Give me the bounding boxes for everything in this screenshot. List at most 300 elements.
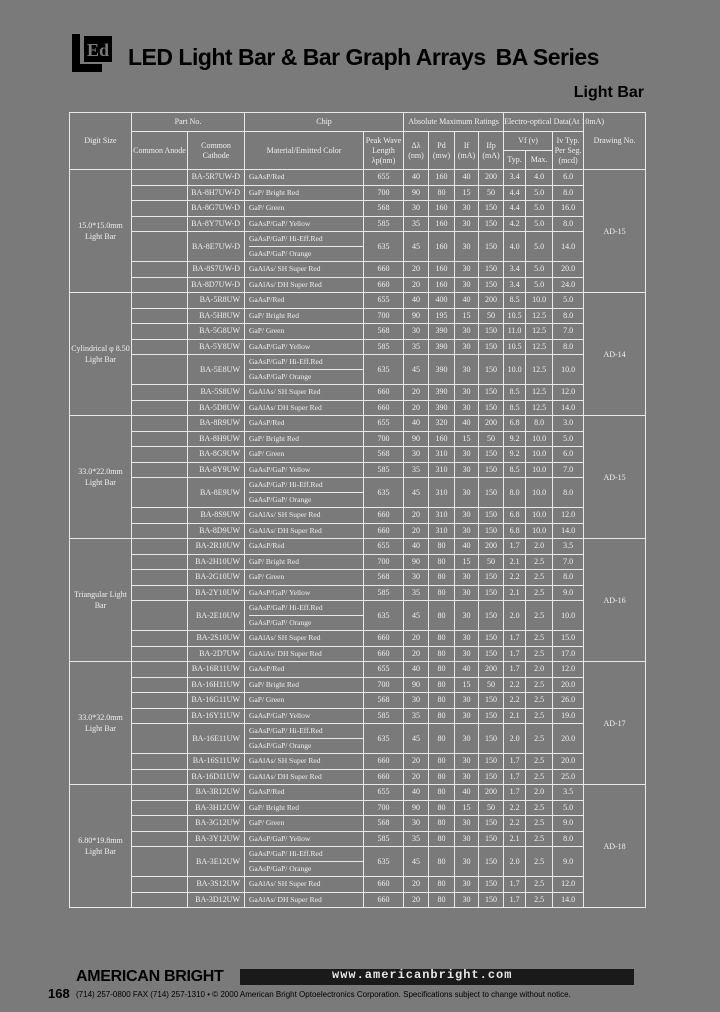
peak-cell: 660 bbox=[364, 769, 404, 785]
ifp-cell: 50 bbox=[479, 677, 504, 693]
pd-cell: 80 bbox=[429, 831, 455, 847]
material-text: GaAsP/Red bbox=[249, 172, 285, 182]
iv-cell: 9.0 bbox=[553, 585, 584, 601]
common-anode-cell bbox=[132, 462, 188, 478]
page-title bbox=[128, 44, 599, 71]
dl-cell: 35 bbox=[404, 339, 429, 355]
peak-cell: 660 bbox=[364, 631, 404, 647]
table-row bbox=[70, 355, 646, 385]
drawing-no-cell: AD-18 bbox=[584, 785, 646, 908]
iv-cell: 26.0 bbox=[553, 693, 584, 709]
pd-cell: 80 bbox=[429, 631, 455, 647]
material-cell bbox=[245, 462, 364, 478]
dl-cell: 20 bbox=[404, 769, 429, 785]
part-number-cell: BA-3Y12UW bbox=[188, 831, 245, 847]
material-cell bbox=[245, 554, 364, 570]
typ-cell: 3.4 bbox=[504, 277, 526, 293]
typ-cell: 2.2 bbox=[504, 693, 526, 709]
material-cell bbox=[245, 877, 364, 893]
peak-cell: 585 bbox=[364, 462, 404, 478]
material-text: GaAsP/GaP/ Hi-Eff.Red bbox=[249, 357, 323, 366]
header-drawing: Drawing No. bbox=[584, 113, 646, 170]
iv-cell: 6.0 bbox=[553, 447, 584, 463]
table-row bbox=[70, 293, 646, 309]
max-cell: 10.0 bbox=[526, 447, 553, 463]
part-number-cell: BA-5Y8UW bbox=[188, 339, 245, 355]
max-cell: 5.0 bbox=[526, 216, 553, 232]
max-cell: 2.5 bbox=[526, 831, 553, 847]
table-row bbox=[70, 462, 646, 478]
ifp-cell: 150 bbox=[479, 831, 504, 847]
ifp-cell: 50 bbox=[479, 308, 504, 324]
table-row bbox=[70, 185, 646, 201]
ifp-cell: 150 bbox=[479, 754, 504, 770]
dl-cell: 45 bbox=[404, 601, 429, 631]
table-row bbox=[70, 170, 646, 186]
if-cell: 30 bbox=[455, 708, 479, 724]
part-number-cell: BA-3S12UW bbox=[188, 877, 245, 893]
part-number-cell: BA-3G12UW bbox=[188, 816, 245, 832]
max-cell: 2.0 bbox=[526, 539, 553, 555]
material-text: GaAsP/GaP/ Yellow bbox=[249, 710, 311, 720]
part-number-cell: BA-8D9UW bbox=[188, 523, 245, 539]
pd-cell: 80 bbox=[429, 785, 455, 801]
material-text: GaP/ Green bbox=[249, 818, 285, 828]
part-number-cell: BA-5D8UW bbox=[188, 400, 245, 416]
dl-cell: 20 bbox=[404, 262, 429, 278]
common-anode-cell bbox=[132, 769, 188, 785]
pd-cell: 195 bbox=[429, 308, 455, 324]
material-text: GaP/ Green bbox=[249, 326, 285, 336]
dl-cell: 20 bbox=[404, 277, 429, 293]
max-cell: 2.0 bbox=[526, 662, 553, 678]
max-cell: 2.5 bbox=[526, 554, 553, 570]
material-text: GaAsP/GaP/ Orange bbox=[249, 246, 363, 261]
typ-cell: 1.7 bbox=[504, 877, 526, 893]
material-cell bbox=[245, 308, 364, 324]
material-text: GaAsP/GaP/ Hi-Eff.Red bbox=[249, 849, 323, 858]
material-cell bbox=[245, 800, 364, 816]
drawing-no-cell: AD-15 bbox=[584, 416, 646, 539]
table-row bbox=[70, 416, 646, 432]
common-anode-cell bbox=[132, 416, 188, 432]
table-row bbox=[70, 324, 646, 340]
iv-cell: 10.0 bbox=[553, 601, 584, 631]
material-cell bbox=[245, 339, 364, 355]
common-anode-cell bbox=[132, 201, 188, 217]
if-cell: 30 bbox=[455, 754, 479, 770]
part-number-cell: BA-8G7UW-D bbox=[188, 201, 245, 217]
ifp-cell: 50 bbox=[479, 800, 504, 816]
typ-cell: 2.1 bbox=[504, 831, 526, 847]
dl-cell: 20 bbox=[404, 385, 429, 401]
typ-cell: 2.2 bbox=[504, 800, 526, 816]
material-text: GaAsP/Red bbox=[249, 295, 285, 305]
spec-table bbox=[69, 112, 646, 908]
dl-cell: 20 bbox=[404, 508, 429, 524]
pd-cell: 80 bbox=[429, 601, 455, 631]
material-text: GaAlAs/ DH Super Red bbox=[249, 894, 322, 904]
iv-cell: 7.0 bbox=[553, 554, 584, 570]
if-cell: 30 bbox=[455, 355, 479, 385]
if-cell: 15 bbox=[455, 800, 479, 816]
drawing-no-cell: AD-17 bbox=[584, 662, 646, 785]
common-anode-cell bbox=[132, 785, 188, 801]
part-number-cell: BA-8H7UW-D bbox=[188, 185, 245, 201]
dl-cell: 20 bbox=[404, 877, 429, 893]
dl-cell: 40 bbox=[404, 785, 429, 801]
common-anode-cell bbox=[132, 831, 188, 847]
dl-cell: 35 bbox=[404, 831, 429, 847]
material-text: GaAsP/Red bbox=[249, 541, 285, 551]
ifp-cell: 150 bbox=[479, 400, 504, 416]
if-cell: 30 bbox=[455, 693, 479, 709]
part-number-cell: BA-2S10UW bbox=[188, 631, 245, 647]
iv-cell: 17.0 bbox=[553, 646, 584, 662]
pd-cell: 80 bbox=[429, 754, 455, 770]
material-cell bbox=[245, 324, 364, 340]
material-text: GaAlAs/ SH Super Red bbox=[249, 264, 321, 274]
ifp-cell: 200 bbox=[479, 416, 504, 432]
dl-cell: 35 bbox=[404, 216, 429, 232]
material-cell bbox=[245, 385, 364, 401]
if-cell: 40 bbox=[455, 293, 479, 309]
pd-cell: 310 bbox=[429, 478, 455, 508]
table-row bbox=[70, 631, 646, 647]
dl-cell: 30 bbox=[404, 201, 429, 217]
material-text: GaP/ Green bbox=[249, 572, 285, 582]
ifp-cell: 150 bbox=[479, 324, 504, 340]
if-cell: 40 bbox=[455, 785, 479, 801]
peak-cell: 568 bbox=[364, 201, 404, 217]
header-chip: Chip bbox=[245, 113, 404, 132]
common-anode-cell bbox=[132, 877, 188, 893]
iv-cell: 7.0 bbox=[553, 324, 584, 340]
common-anode-cell bbox=[132, 508, 188, 524]
if-cell: 30 bbox=[455, 400, 479, 416]
ifp-cell: 150 bbox=[479, 816, 504, 832]
part-number-cell: BA-5S8UW bbox=[188, 385, 245, 401]
common-anode-cell bbox=[132, 892, 188, 908]
peak-cell: 660 bbox=[364, 277, 404, 293]
peak-cell: 700 bbox=[364, 185, 404, 201]
header-digit-size: Digit Size bbox=[70, 113, 132, 170]
footer-contact: (714) 257-0800 FAX (714) 257-1310 • © 2000 American Bright Optoelectronics Corporation. Specifications subject to change without notice. bbox=[76, 990, 571, 999]
typ-cell: 1.7 bbox=[504, 754, 526, 770]
pd-cell: 80 bbox=[429, 847, 455, 877]
max-cell: 10.0 bbox=[526, 462, 553, 478]
peak-cell: 660 bbox=[364, 262, 404, 278]
material-text: GaP/ Green bbox=[249, 695, 285, 705]
peak-cell: 635 bbox=[364, 478, 404, 508]
typ-cell: 2.2 bbox=[504, 816, 526, 832]
typ-cell: 8.5 bbox=[504, 385, 526, 401]
max-cell: 12.5 bbox=[526, 308, 553, 324]
material-cell bbox=[245, 293, 364, 309]
part-number-cell: BA-16Y11UW bbox=[188, 708, 245, 724]
dl-cell: 40 bbox=[404, 539, 429, 555]
part-number-cell: BA-16R11UW bbox=[188, 662, 245, 678]
common-anode-cell bbox=[132, 324, 188, 340]
material-text: GaAsP/Red bbox=[249, 418, 285, 428]
ifp-cell: 150 bbox=[479, 892, 504, 908]
material-cell bbox=[245, 585, 364, 601]
table-row bbox=[70, 693, 646, 709]
peak-cell: 635 bbox=[364, 601, 404, 631]
footer-brand: AMERICAN BRIGHT bbox=[76, 968, 224, 985]
if-cell: 15 bbox=[455, 185, 479, 201]
material-text: GaAlAs/ SH Super Red bbox=[249, 879, 321, 889]
material-cell bbox=[245, 847, 364, 877]
material-text: GaAlAs/ SH Super Red bbox=[249, 387, 321, 397]
pd-cell: 80 bbox=[429, 769, 455, 785]
dl-cell: 45 bbox=[404, 847, 429, 877]
peak-cell: 568 bbox=[364, 693, 404, 709]
header-ifp: Ifp (mA) bbox=[479, 132, 504, 170]
material-cell bbox=[245, 708, 364, 724]
material-cell bbox=[245, 601, 364, 631]
peak-cell: 660 bbox=[364, 400, 404, 416]
peak-cell: 700 bbox=[364, 677, 404, 693]
table-row bbox=[70, 339, 646, 355]
max-cell: 2.5 bbox=[526, 847, 553, 877]
material-cell bbox=[245, 523, 364, 539]
if-cell: 30 bbox=[455, 201, 479, 217]
part-number-cell: BA-8G9UW bbox=[188, 447, 245, 463]
part-number-cell: BA-2H10UW bbox=[188, 554, 245, 570]
header-electro: Electro-optical Data(At 10mA) bbox=[504, 113, 584, 132]
common-anode-cell bbox=[132, 355, 188, 385]
peak-cell: 568 bbox=[364, 324, 404, 340]
iv-cell: 19.0 bbox=[553, 708, 584, 724]
max-cell: 2.5 bbox=[526, 892, 553, 908]
if-cell: 30 bbox=[455, 892, 479, 908]
table-row bbox=[70, 385, 646, 401]
table-row bbox=[70, 262, 646, 278]
common-anode-cell bbox=[132, 631, 188, 647]
part-number-cell: BA-3E12UW bbox=[188, 847, 245, 877]
dl-cell: 40 bbox=[404, 293, 429, 309]
max-cell: 5.0 bbox=[526, 262, 553, 278]
max-cell: 2.5 bbox=[526, 877, 553, 893]
material-text: GaAsP/GaP/ Yellow bbox=[249, 464, 311, 474]
dl-cell: 90 bbox=[404, 554, 429, 570]
typ-cell: 2.0 bbox=[504, 847, 526, 877]
dl-cell: 30 bbox=[404, 816, 429, 832]
material-text: GaAlAs/ DH Super Red bbox=[249, 771, 322, 781]
if-cell: 30 bbox=[455, 262, 479, 278]
header-common-cathode: Common Cathode bbox=[188, 132, 245, 170]
part-number-cell: BA-5R8UW bbox=[188, 293, 245, 309]
iv-cell: 9.0 bbox=[553, 816, 584, 832]
iv-cell: 3.0 bbox=[553, 416, 584, 432]
table-row bbox=[70, 570, 646, 586]
ifp-cell: 150 bbox=[479, 570, 504, 586]
iv-cell: 8.0 bbox=[553, 185, 584, 201]
if-cell: 30 bbox=[455, 646, 479, 662]
material-text: GaAsP/GaP/ Yellow bbox=[249, 218, 311, 228]
typ-cell: 8.5 bbox=[504, 293, 526, 309]
typ-cell: 2.2 bbox=[504, 570, 526, 586]
dl-cell: 45 bbox=[404, 724, 429, 754]
material-cell bbox=[245, 232, 364, 262]
max-cell: 2.5 bbox=[526, 724, 553, 754]
iv-cell: 5.0 bbox=[553, 800, 584, 816]
pd-cell: 310 bbox=[429, 523, 455, 539]
peak-cell: 585 bbox=[364, 339, 404, 355]
ifp-cell: 150 bbox=[479, 847, 504, 877]
peak-cell: 655 bbox=[364, 170, 404, 186]
pd-cell: 390 bbox=[429, 385, 455, 401]
if-cell: 30 bbox=[455, 601, 479, 631]
ifp-cell: 150 bbox=[479, 601, 504, 631]
typ-cell: 1.7 bbox=[504, 646, 526, 662]
pd-cell: 80 bbox=[429, 570, 455, 586]
table-row bbox=[70, 400, 646, 416]
page-number: 168 bbox=[48, 986, 70, 1001]
dl-cell: 20 bbox=[404, 646, 429, 662]
dl-cell: 40 bbox=[404, 170, 429, 186]
digit-size-cell: 15.0*15.0mm Light Bar bbox=[70, 170, 132, 293]
pd-cell: 80 bbox=[429, 662, 455, 678]
dl-cell: 35 bbox=[404, 462, 429, 478]
common-anode-cell bbox=[132, 708, 188, 724]
typ-cell: 9.2 bbox=[504, 431, 526, 447]
peak-cell: 585 bbox=[364, 708, 404, 724]
common-anode-cell bbox=[132, 847, 188, 877]
dl-cell: 30 bbox=[404, 447, 429, 463]
material-text: GaAsP/GaP/ Orange bbox=[249, 738, 363, 753]
ifp-cell: 150 bbox=[479, 693, 504, 709]
dl-cell: 45 bbox=[404, 232, 429, 262]
pd-cell: 160 bbox=[429, 431, 455, 447]
ifp-cell: 150 bbox=[479, 232, 504, 262]
iv-cell: 7.0 bbox=[553, 462, 584, 478]
max-cell: 2.5 bbox=[526, 646, 553, 662]
material-cell bbox=[245, 539, 364, 555]
ifp-cell: 150 bbox=[479, 339, 504, 355]
max-cell: 2.5 bbox=[526, 693, 553, 709]
typ-cell: 4.4 bbox=[504, 201, 526, 217]
iv-cell: 8.0 bbox=[553, 831, 584, 847]
max-cell: 10.0 bbox=[526, 478, 553, 508]
section-subtitle: Light Bar bbox=[573, 84, 644, 101]
typ-cell: 10.5 bbox=[504, 339, 526, 355]
part-number-cell: BA-3R12UW bbox=[188, 785, 245, 801]
part-number-cell: BA-16G11UW bbox=[188, 693, 245, 709]
ifp-cell: 150 bbox=[479, 216, 504, 232]
common-anode-cell bbox=[132, 754, 188, 770]
peak-cell: 700 bbox=[364, 431, 404, 447]
iv-cell: 3.5 bbox=[553, 785, 584, 801]
iv-cell: 14.0 bbox=[553, 892, 584, 908]
material-cell bbox=[245, 831, 364, 847]
dl-cell: 20 bbox=[404, 754, 429, 770]
typ-cell: 10.0 bbox=[504, 355, 526, 385]
table-row bbox=[70, 585, 646, 601]
pd-cell: 80 bbox=[429, 677, 455, 693]
dl-cell: 30 bbox=[404, 570, 429, 586]
material-cell bbox=[245, 400, 364, 416]
if-cell: 30 bbox=[455, 877, 479, 893]
max-cell: 2.5 bbox=[526, 570, 553, 586]
material-cell bbox=[245, 416, 364, 432]
common-anode-cell bbox=[132, 431, 188, 447]
iv-cell: 12.0 bbox=[553, 385, 584, 401]
iv-cell: 14.0 bbox=[553, 400, 584, 416]
material-cell bbox=[245, 646, 364, 662]
max-cell: 5.0 bbox=[526, 185, 553, 201]
peak-cell: 568 bbox=[364, 570, 404, 586]
peak-cell: 660 bbox=[364, 646, 404, 662]
material-cell bbox=[245, 478, 364, 508]
iv-cell: 9.0 bbox=[553, 847, 584, 877]
if-cell: 30 bbox=[455, 277, 479, 293]
drawing-no-cell: AD-15 bbox=[584, 170, 646, 293]
pd-cell: 80 bbox=[429, 724, 455, 754]
if-cell: 30 bbox=[455, 216, 479, 232]
if-cell: 30 bbox=[455, 847, 479, 877]
pd-cell: 80 bbox=[429, 816, 455, 832]
dl-cell: 90 bbox=[404, 308, 429, 324]
peak-cell: 660 bbox=[364, 754, 404, 770]
material-cell bbox=[245, 201, 364, 217]
iv-cell: 14.0 bbox=[553, 523, 584, 539]
peak-cell: 700 bbox=[364, 800, 404, 816]
table-row bbox=[70, 831, 646, 847]
ifp-cell: 150 bbox=[479, 201, 504, 217]
pd-cell: 390 bbox=[429, 339, 455, 355]
part-number-cell: BA-8R9UW bbox=[188, 416, 245, 432]
pd-cell: 160 bbox=[429, 216, 455, 232]
common-anode-cell bbox=[132, 585, 188, 601]
typ-cell: 10.5 bbox=[504, 308, 526, 324]
material-cell bbox=[245, 892, 364, 908]
iv-cell: 8.0 bbox=[553, 478, 584, 508]
typ-cell: 1.7 bbox=[504, 662, 526, 678]
ifp-cell: 200 bbox=[479, 662, 504, 678]
table-row bbox=[70, 800, 646, 816]
max-cell: 2.5 bbox=[526, 677, 553, 693]
common-anode-cell bbox=[132, 646, 188, 662]
ifp-cell: 50 bbox=[479, 554, 504, 570]
part-number-cell: BA-2Y10UW bbox=[188, 585, 245, 601]
dl-cell: 40 bbox=[404, 662, 429, 678]
iv-cell: 24.0 bbox=[553, 277, 584, 293]
material-text: GaAsP/GaP/ Orange bbox=[249, 369, 363, 384]
table-row bbox=[70, 677, 646, 693]
typ-cell: 6.8 bbox=[504, 508, 526, 524]
material-text: GaAsP/GaP/ Hi-Eff.Red bbox=[249, 726, 323, 735]
typ-cell: 2.2 bbox=[504, 677, 526, 693]
material-text: GaAsP/GaP/ Orange bbox=[249, 492, 363, 507]
ifp-cell: 150 bbox=[479, 708, 504, 724]
table-row bbox=[70, 892, 646, 908]
ifp-cell: 200 bbox=[479, 170, 504, 186]
max-cell: 5.0 bbox=[526, 232, 553, 262]
if-cell: 30 bbox=[455, 631, 479, 647]
common-anode-cell bbox=[132, 662, 188, 678]
table-row bbox=[70, 308, 646, 324]
material-cell bbox=[245, 216, 364, 232]
ifp-cell: 150 bbox=[479, 385, 504, 401]
table-row bbox=[70, 847, 646, 877]
if-cell: 30 bbox=[455, 447, 479, 463]
footer-website: www.americanbright.com bbox=[332, 968, 513, 982]
table-row bbox=[70, 232, 646, 262]
max-cell: 10.0 bbox=[526, 293, 553, 309]
common-anode-cell bbox=[132, 277, 188, 293]
